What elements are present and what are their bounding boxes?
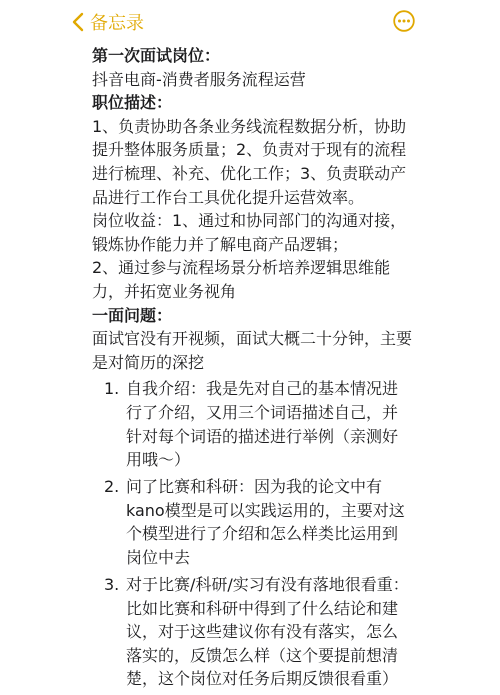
back-label: 备忘录 (90, 13, 144, 34)
section-heading-position: 第一次面试岗位： (92, 46, 221, 65)
interview-intro: 面试官没有开视频，面试大概二十分钟，主要是对简历的深挖 (92, 329, 413, 372)
list-item-text: 自我介绍：我是先对自己的基本情况进行了介绍，又用三个词语描述自己，并针对每个词语的描述进行举例（亲测好用哦～） (126, 379, 399, 470)
list-item-number: 2. (104, 477, 120, 497)
ellipsis-circle-icon[interactable] (393, 10, 415, 32)
back-button[interactable] (72, 8, 144, 36)
section-heading-description: 职位描述： (92, 93, 173, 113)
note-body[interactable] (92, 44, 412, 695)
list-item-number: 1. (104, 379, 120, 399)
list-item-text: 问了比赛和科研：因为我的论文中有kano模型是可以实践运用的，主要对这个模型进行了介绍和怎么样类比运用到岗位中去 (126, 477, 405, 567)
job-gain-1: 岗位收益：1、通过和协同部门的沟通对接，锻炼协作能力并了解电商产品逻辑； (92, 211, 407, 254)
job-description: 1、负责协助各条业务线流程数据分析，协助提升整体服务质量；2、负责对于现有的流程进行梳理、补充、优化工作；3、负责联动产品进行工作台工具优化提升运营效率。 (92, 116, 407, 207)
list-item-text: 对于比赛/科研/实习有没有落地很看重：比如比赛和科研中得到了什么结论和建议，对于这些建议你有没有落实，怎么落实的，反馈怎么样（这个要提前想清楚，这个岗位对任务后期反馈很看重） (126, 575, 409, 689)
question-list (92, 377, 412, 691)
list-item (92, 377, 412, 471)
job-gain-2: 2、通过参与流程场景分析培养逻辑思维能力，并拓宽业务视角 (92, 258, 391, 301)
list-item-number: 3. (104, 575, 120, 595)
list-item (92, 573, 412, 691)
chevron-left-icon (72, 12, 84, 32)
section-heading-questions: 一面问题： (92, 305, 173, 325)
position-title: 抖音电商-消费者服务流程运营 (92, 69, 306, 89)
navigation-bar (0, 0, 500, 44)
list-item (92, 475, 412, 569)
